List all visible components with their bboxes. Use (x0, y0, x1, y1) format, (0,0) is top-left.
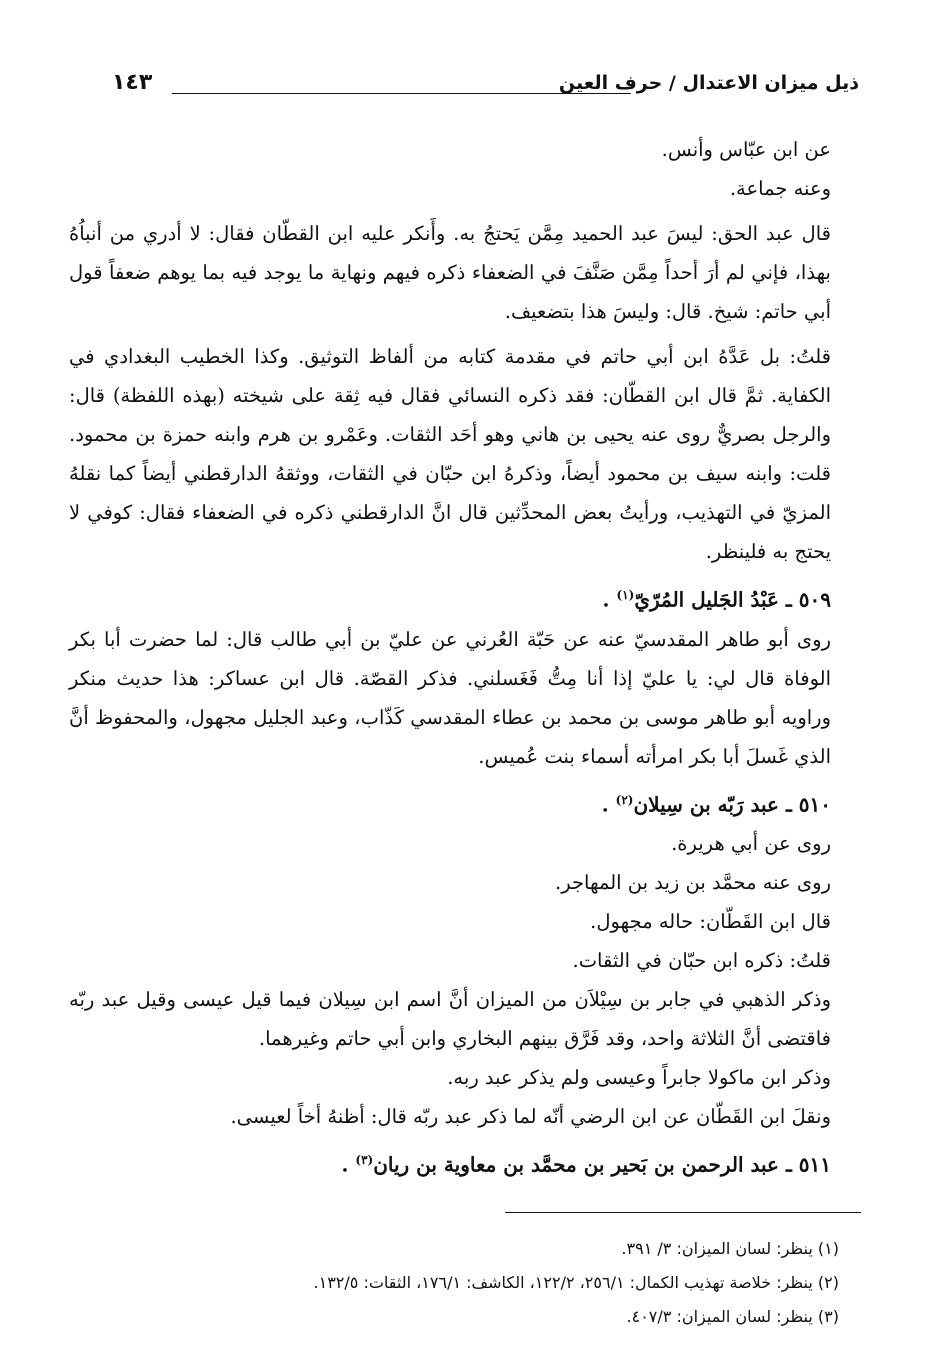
paragraph: وذكر الذهبي في جابر بن سِيْلاَن من الميزان أنَّ اسم ابن سِيلان فيما قيل عيسى وقيل عبد ربّه فاقتضى أنَّ الثلاثة واحد، وقد فَرَّق بينهم البخاري وابن أبي حاتم وغيرهما. (69, 988, 831, 1051)
paragraph: ونقلَ ابن القَطّان عن ابن الرضي أنّه لما ذكر عبد ربّه قال: أظنهُ أخاً لعيسى. (230, 1105, 831, 1129)
heading-end: . (602, 587, 610, 612)
paragraph: قلتُ: بل عَدَّهُ ابن أبي حاتم في مقدمة كتابه من ألفاظ التوثيق. وكذا الخطيب البغدادي في الكفاية. ثمَّ قال ابن القطّان: فقد ذكره النسائي فقال فيه ثِقة على شيخته (بهذه اللفظة) قال: والرجل بصريٌّ روى عنه يحيى بن هاني وهو أحَد الثقات. وعَمْرو بن هرم وابنه حمزة بن محمود. قلت: وابنه سيف بن محمود أيضاً، وذكرهُ ابن حبّان في الثقات، ووثقهُ الدارقطني أيضاً كما نقلهُ المزيّ في التهذيب، ورأيتُ بعض المحدِّثين قال انَّ الدارقطني ذكره في الضعفاء فقال: كوفي لا يحتج به فلينظر. (69, 345, 831, 563)
footnotes (69, 1232, 839, 1334)
running-title: ذيل ميزان الاعتدال / حرف العين (558, 72, 859, 94)
heading-end: . (341, 1152, 349, 1177)
entry-heading-text: ٥١٠ ـ عبد رَبّه بن سِيلان (633, 792, 831, 817)
entry-heading-text: ٥٠٩ ـ عَبْدُ الجَليل المُرّيّ (634, 587, 831, 612)
paragraph: قال عبد الحق: ليسَ عبد الحميد مِمَّن يَحتجُ به. وأَنكر عليه ابن القطّان فقال: لا أدري من أنباُهُ بهذا، فإني لم أرَ أحداً مِمَّن صَنَّفَ في الضعفاء ذكره فيهم ونهاية ما يوجد فيه بما يوهم ضعفاً قول أبي حاتم: شيخ. قال: وليسَ هذا بتضعيف. (69, 222, 831, 323)
page-header (90, 66, 859, 106)
paragraph: روى عنه محمَّد بن زيد بن المهاجر. (555, 871, 831, 895)
footnote: (٣) ينظر: لسان الميزان: ٤٠٧/٣. (626, 1307, 839, 1326)
main-text (69, 130, 861, 1185)
footnote-ref[interactable]: (٢) (615, 792, 634, 807)
paragraph: وذكر ابن ماكولا جابراً وعيسى ولم يذكر عبد ربه. (447, 1066, 831, 1090)
footnote-ref[interactable]: (٣) (355, 1153, 374, 1168)
footnote-rule (505, 1212, 861, 1213)
footnote: (٢) ينظر: خلاصة تهذيب الكمال: ٢٥٦/١، ١٢٢/٢، الكاشف: ١٧٦/١، الثقات: ١٣٢/٥. (313, 1273, 839, 1292)
footnote: (١) ينظر: لسان الميزان: ٣/ ٣٩١. (621, 1239, 839, 1258)
entry-heading-text: ٥١١ ـ عبد الرحمن بن بَحير بن محمَّد بن معاوية بن ريان (373, 1152, 831, 1177)
footnote-ref[interactable]: (١) (616, 588, 635, 602)
paragraph: قال ابن القَطّان: حاله مجهول. (590, 910, 831, 934)
entry-heading-511 (69, 1140, 861, 1185)
paragraph: روى عن أبي هريرة. (671, 832, 831, 856)
entry-heading-509 (69, 575, 861, 620)
paragraph: عن ابن عبّاس وأنس. (661, 138, 831, 161)
heading-end: . (601, 792, 609, 817)
paragraph: قلتُ: ذكره ابن حبّان في الثقات. (572, 949, 831, 973)
entry-heading-510 (69, 780, 861, 825)
page-number: ١٤٣ (112, 70, 153, 95)
paragraph: روى أبو طاهر المقدسيّ عنه عن حَبّة العُرني عن عليّ بن أبي طالب قال: لما حضرت أبا بكر الوفاة قال لي: يا عليّ إذا أنا مِتُّ فَغَسلني. فذكر القصّة. قال ابن عساكر: هذا حديث منكر وراويه أبو طاهر موسى بن محمد بن عطاء المقدسي كَذّاب، وعبد الجليل مجهول، والمحفوظ أنَّ الذي غَسلَ أبا بكر امرأته أسماء بنت عُميس. (69, 627, 831, 768)
paragraph: وعنه جماعة. (729, 177, 831, 200)
